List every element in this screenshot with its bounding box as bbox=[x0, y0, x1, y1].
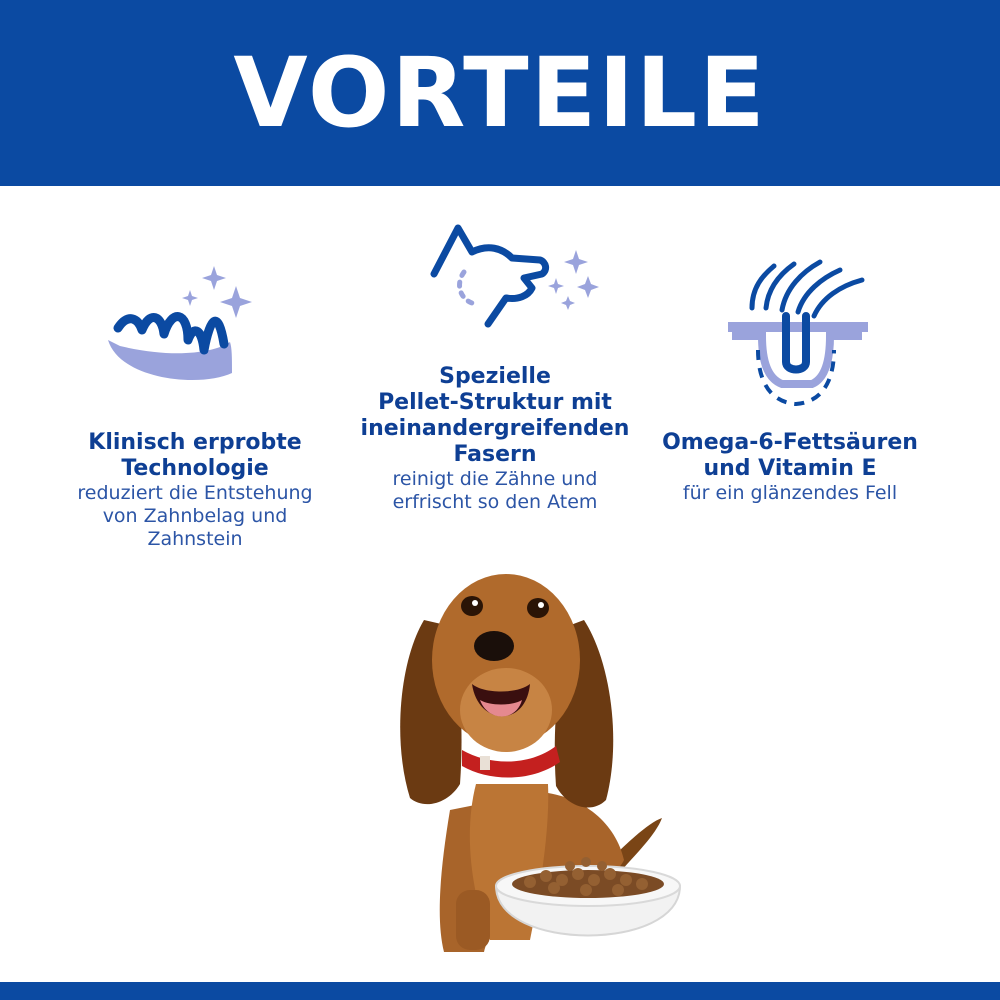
teeth-sparkle-icon bbox=[100, 258, 260, 393]
benefit-pellet-structure bbox=[345, 364, 645, 514]
benefit-title-line: Technologie bbox=[121, 456, 269, 481]
benefit-description bbox=[345, 468, 645, 514]
benefit-title bbox=[345, 364, 645, 468]
benefit-title-line: ineinandergreifenden bbox=[360, 416, 630, 441]
benefit-title-line: und Vitamin E bbox=[703, 456, 877, 481]
dog-with-food-bowl-image bbox=[380, 560, 700, 980]
benefit-dental-technology bbox=[40, 430, 350, 551]
benefit-description bbox=[640, 482, 940, 505]
header-banner bbox=[0, 0, 1000, 186]
benefit-title bbox=[40, 430, 350, 482]
benefit-desc-line: reduziert die Entstehung bbox=[77, 482, 313, 504]
benefit-title-line: Klinisch erprobte bbox=[88, 430, 302, 455]
benefit-description bbox=[40, 482, 350, 551]
benefit-desc-line: Zahnstein bbox=[147, 528, 243, 550]
footer-bar bbox=[0, 982, 1000, 1000]
page-title: VORTEILE bbox=[233, 37, 767, 149]
benefit-title-line: Fasern bbox=[453, 442, 537, 467]
benefit-title-line: Spezielle bbox=[439, 364, 551, 389]
benefit-desc-line: für ein glänzendes Fell bbox=[682, 482, 898, 504]
benefit-desc-line: erfrischt so den Atem bbox=[392, 491, 598, 513]
benefit-desc-line: reinigt die Zähne und bbox=[392, 468, 598, 490]
dog-fresh-breath-icon bbox=[428, 218, 608, 338]
benefit-omega-vitamin bbox=[640, 430, 940, 505]
benefit-title bbox=[640, 430, 940, 482]
benefit-title-line: Omega-6-Fettsäuren bbox=[662, 430, 918, 455]
benefit-desc-line: von Zahnbelag und bbox=[102, 505, 288, 527]
benefit-title-line: Pellet-Struktur mit bbox=[378, 390, 612, 415]
hair-follicle-icon bbox=[722, 258, 872, 410]
